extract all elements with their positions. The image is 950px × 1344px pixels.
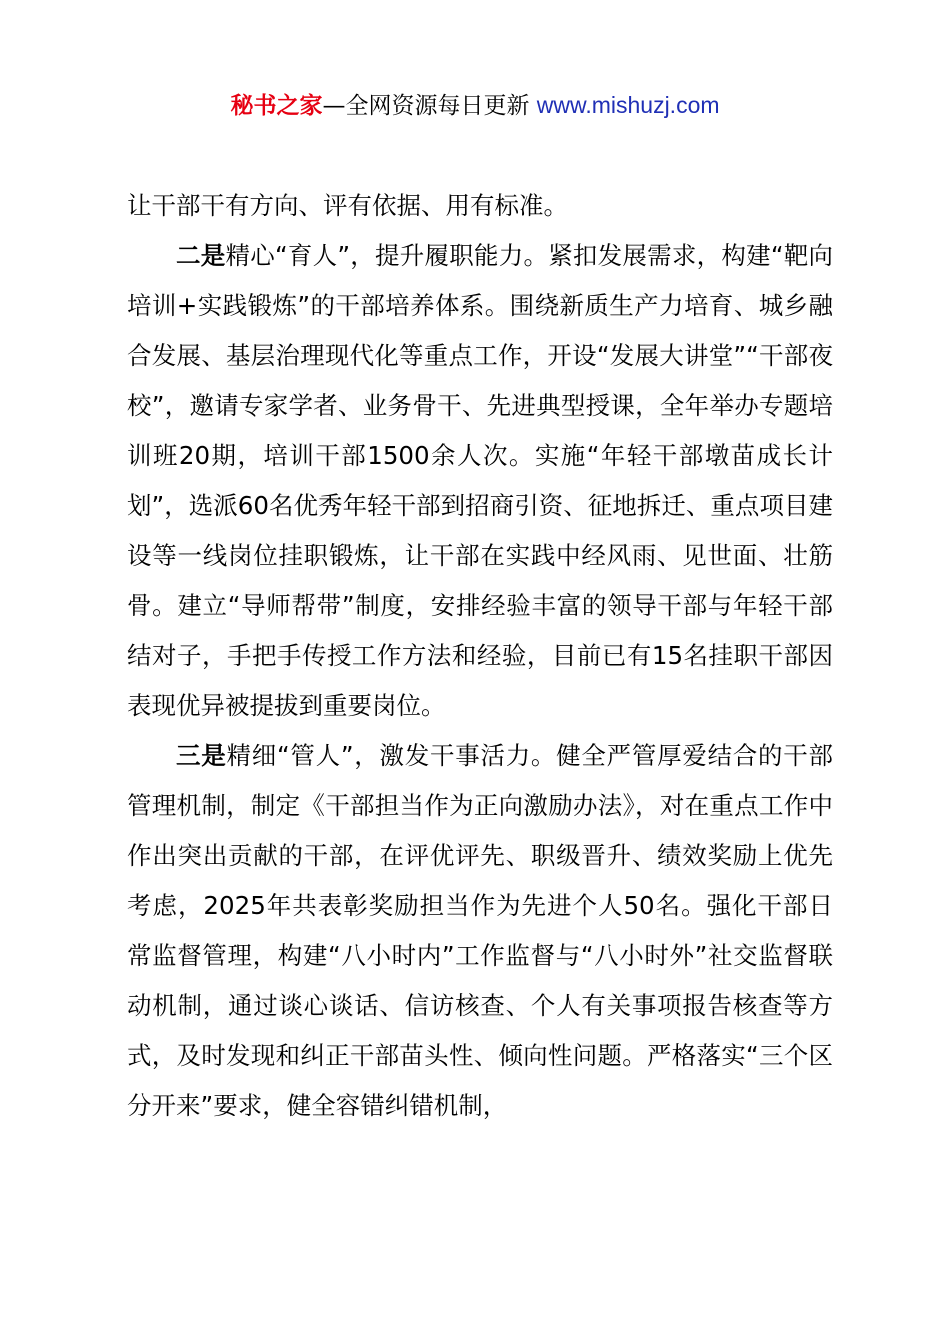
site-url-link[interactable]: www.mishuzj.com	[536, 92, 720, 118]
site-header	[0, 88, 950, 123]
paragraph-two	[127, 231, 833, 731]
paragraph-continuation: 让干部干有方向、评有依据、用有标准。	[127, 191, 568, 220]
paragraph-three-text: 精细“管人”，激发干事活力。健全严管厚爱结合的干部管理机制，制定《干部担当作为正向激励办法》，对在重点工作中作出突出贡献的干部，在评优评先、职级晋升、绩效奖励上优先考虑，2025年共表彰奖励担当作为先进个人50名。强化干部日常监督管理，构建“八小时内”工作监督与“八小时外”社交监督联动机制，通过谈心谈话、信访核查、个人有关事项报告核查等方式，及时发现和纠正干部苗头性、倾向性问题。严格落实“三个区分开来”要求，健全容错纠错机制，	[127, 741, 834, 1120]
paragraph-two-text: 精心“育人”，提升履职能力。紧扣发展需求，构建“靶向培训+实践锻炼”的干部培养体系。围绕新质生产力培育、城乡融合发展、基层治理现代化等重点工作，开设“发展大讲堂”“干部夜校”，邀请专家学者、业务骨干、先进典型授课，全年举办专题培训班20期，培训干部1500余人次。实施“年轻干部墩苗成长计划”，选派60名优秀年轻干部到招商引资、征地拆迁、重点项目建设等一线岗位挂职锻炼，让干部在实践中经风雨、见世面、壮筋骨。建立“导师帮带”制度，安排经验丰富的领导干部与年轻干部结对子，手把手传授工作方法和经验，目前已有15名挂职干部因表现优异被提拔到重要岗位。	[127, 241, 834, 720]
site-brand: 秘书之家	[230, 93, 323, 119]
site-tagline: —全网资源每日更新	[322, 93, 537, 119]
paragraph-two-lead: 二是	[176, 241, 226, 270]
paragraph-three	[127, 731, 833, 1131]
document-body	[127, 181, 833, 1131]
paragraph-three-lead: 三是	[176, 741, 227, 770]
